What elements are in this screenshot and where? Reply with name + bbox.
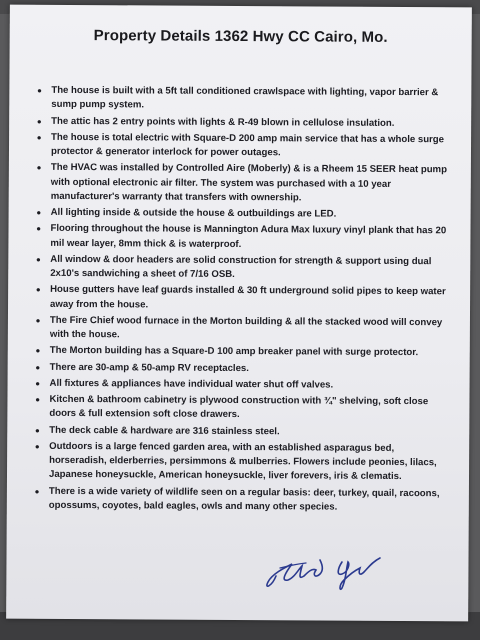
list-item: • There are 30-amp & 50-amp RV receptacles. — [50, 360, 452, 377]
list-item: • The HVAC was installed by Controlled Aire (Moberly) & is a Rheem 15 SEER heat pump with optional electronic air filter. The system was purchased with a 10 year manufacturer's warranty that transfers with ownership. — [51, 161, 453, 206]
property-details-list — [25, 84, 454, 516]
list-item: • The Morton building has a Square-D 100 amp breaker panel with surge protector. — [50, 344, 452, 361]
list-item: • The Fire Chief wood furnace in the Morton building & all the stacked wood will convey with the house. — [50, 314, 452, 345]
list-item: • There is a wide variety of wildlife seen on a regular basis: deer, turkey, quail, racoons, opossums, coyotes, bald eagles, owls and many other species. — [49, 485, 451, 516]
list-item: • The attic has 2 entry points with lights & R-49 blown in cellulose insulation. — [51, 114, 453, 131]
list-item: • All lighting inside & outside the house & outbuildings are LED. — [51, 206, 453, 223]
page-title: Property Details 1362 Hwy CC Cairo, Mo. — [93, 27, 388, 46]
paper-sheet — [6, 5, 472, 622]
list-item: • Outdoors is a large fenced garden area, with an established asparagus bed, horseradish, elderberries, persimmons & mulberries. Flowers include peonies, lilacs, Japanese honeysuckle, American honeysuckle, liver forevers, iris & clematis. — [49, 440, 451, 485]
list-item: • Flooring throughout the house is Mannington Adura Max luxury vinyl plank that has 20 mil wear layer, 8mm thick & is waterproof. — [50, 222, 452, 253]
list-item: • All window & door headers are solid construction for strength & support using dual 2x10's sandwiching a sheet of 7/16 OSB. — [50, 253, 452, 284]
list-item: • House gutters have leaf guards installed & 30 ft underground solid pipes to keep water away from the house. — [50, 283, 452, 314]
handwritten-signature — [262, 546, 392, 592]
list-item: • The deck cable & hardware are 316 stainless steel. — [49, 424, 451, 441]
list-item: • All fixtures & appliances have individual water shut off valves. — [50, 377, 452, 394]
list-item: • The house is total electric with Square-D 200 amp main service that has a whole surge protector & generator interlock for power outages. — [51, 131, 453, 162]
list-item: • Kitchen & bathroom cabinetry is plywood construction with ¾" shelving, soft close doors & full extension soft close drawers. — [49, 393, 451, 424]
list-item: • The house is built with a 5ft tall conditioned crawlspace with lighting, vapor barrier & sump pump system. — [51, 84, 453, 115]
